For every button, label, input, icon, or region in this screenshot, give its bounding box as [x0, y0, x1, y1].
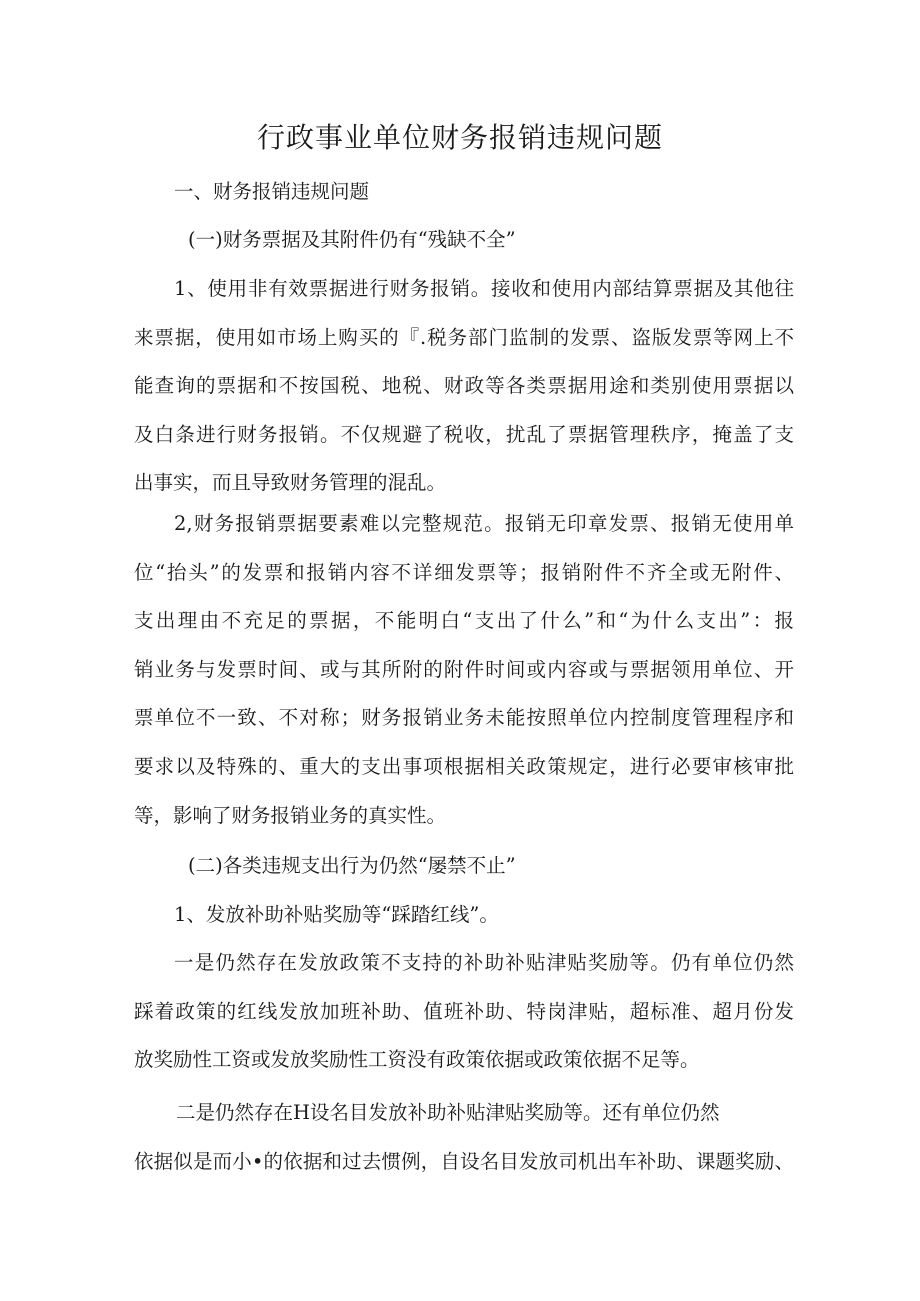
paragraph-line: 票单位不一致、不对称；财务报销业务未能按照单位内控制度管理程序和 [134, 706, 794, 730]
paragraph-line: 等，影响了财务报销业务的真实性。 [134, 803, 447, 827]
paragraph-4 [134, 1089, 794, 1186]
document-title: 行政事业单位财务报销违规问题 [256, 121, 663, 154]
section-heading [134, 168, 794, 217]
paragraph-line: 能查询的票据和不按国税、地税、财政等各类票据用途和类别使用票据以 [134, 374, 794, 398]
paragraph-line: 及白条进行财务报销。不仅规避了税收，扰乱了票据管理秩序，掩盖了支 [134, 422, 794, 446]
paragraph-line: 1、使用非有效票据进行财务报销。接收和使用内部结算票据及其他往 [174, 277, 794, 300]
item-line: 1、发放补助补贴奖励等“踩踏红线”。 [174, 903, 499, 926]
paragraph-1 [134, 265, 794, 508]
paragraph-2 [134, 500, 794, 840]
subheading-line: (一)财务票据及其附件仍有“残缺不全” [188, 228, 516, 251]
paragraph-line: 要求以及特殊的、重大的支出事项根据相关政策规定，进行必要审核审批 [134, 754, 794, 778]
paragraph-line: 位“抬头”的发票和报销内容不详细发票等；报销附件不齐全或无附件、 [134, 560, 794, 584]
subsection-heading [134, 216, 794, 265]
paragraph-line: 二是仍然存在H设名目发放补助补贴津贴奖励等。还有单位仍然 [176, 1101, 720, 1124]
paragraph-line: 一是仍然存在发放政策不支持的补助补贴津贴奖励等。仍有单位仍然 [174, 951, 794, 974]
paragraph-line: 依据似是而小•的依据和过去惯例，自设名目发放司机出车补助、课题奖励、 [134, 1149, 794, 1173]
paragraph-line: 来票据，使用如市场上购买的『.税务部门监制的发票、盗版发票等网上不 [134, 325, 794, 349]
paragraph-line: 2,财务报销票据要素难以完整规范。报销无印章发票、报销无使用单 [174, 512, 794, 535]
paragraph-line: 支出理由不充足的票据，不能明白“支出了什么”和“为什么支出”：报 [134, 609, 794, 633]
paragraph-line: 踩着政策的红线发放加班补助、值班补助、特岗津贴，超标准、超月份发 [134, 999, 794, 1023]
subheading-line: (二)各类违规支出行为仍然“屡禁不止” [188, 854, 516, 877]
paragraph-line: 销业务与发票时间、或与其所附的附件时间或内容或与票据领用单位、开 [134, 657, 794, 681]
paragraph-3 [134, 939, 794, 1085]
list-item [134, 891, 794, 940]
paragraph-line: 出事实，而且导致财务管理的混乱。 [134, 471, 447, 495]
heading-line: 一、财务报销违规问题 [174, 180, 370, 203]
subsection-heading [134, 842, 794, 891]
paragraph-line: 放奖励性工资或发放奖励性工资没有政策依据或政策依据不足等。 [134, 1048, 700, 1072]
